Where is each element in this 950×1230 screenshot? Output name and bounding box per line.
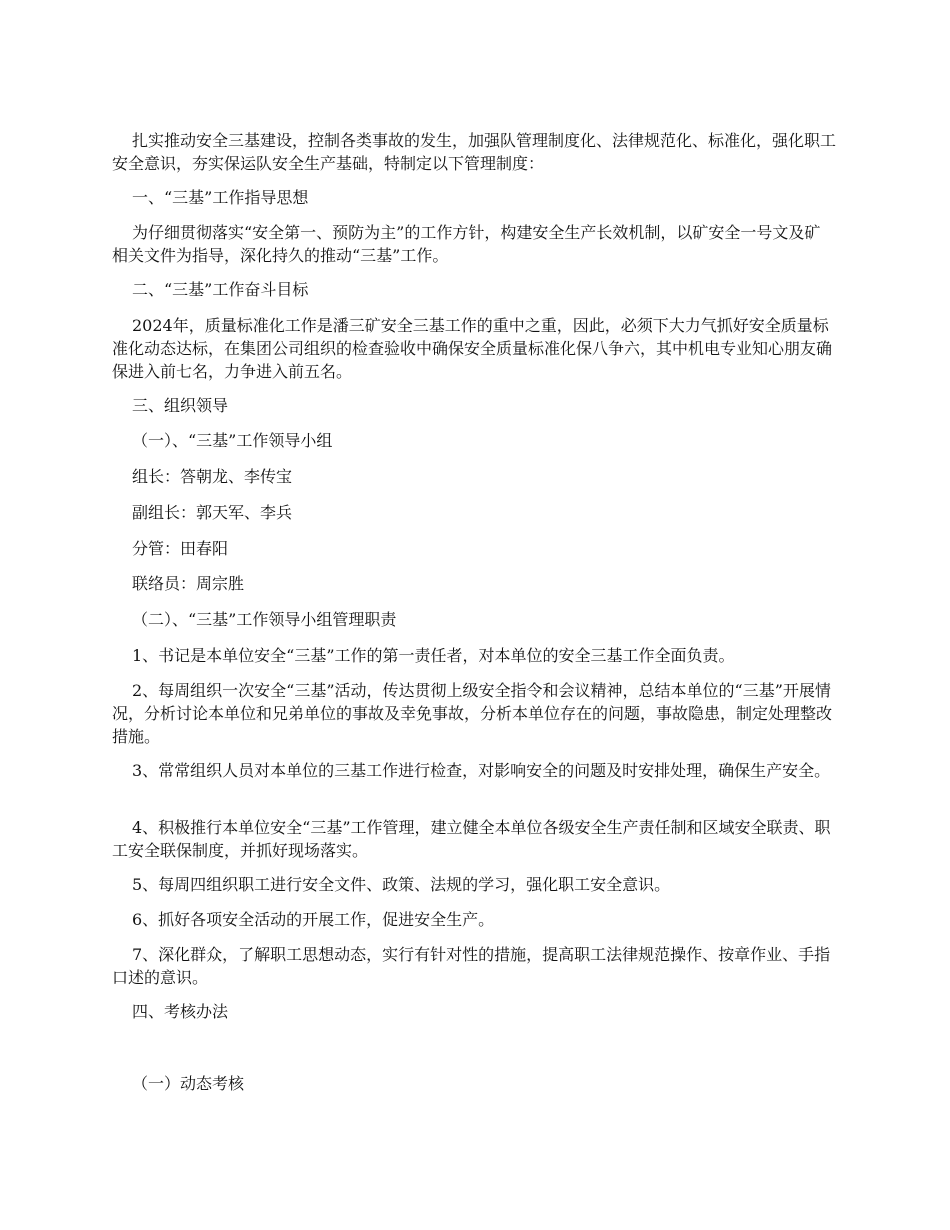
liaison-line: 联络员：周宗胜 [132, 574, 245, 593]
duty-item-6: 6、抓好各项安全活动的开展工作，促进安全生产。 [132, 910, 495, 929]
duty-item-5: 5、每周四组织职工进行安全文件、政策、法规的学习，强化职工安全意识。 [132, 875, 671, 894]
deputy-leader-line: 副组长：郭天军、李兵 [132, 503, 293, 522]
duty-item-3: 3、常常组织人员对本单位的三基工作进行检查，对影响安全的问题及时安排处理，确保生产安全。 [132, 761, 831, 780]
intro-paragraph: 扎实推动安全三基建设，控制各类事故的发生，加强队管理制度化、法律规范化、标准化，强化职工安全意识，夯实保运队安全生产基础，特制定以下管理制度： [112, 131, 837, 173]
subsection-heading-2: （二）、“三基”工作领导小组管理职责 [132, 610, 397, 629]
leader-line: 组长：答朝龙、李传宝 [132, 467, 293, 486]
duty-item-4: 4、积极推行本单位安全“三基”工作管理，建立健全本单位各级安全生产责任制和区域安全联责、职工安全联保制度，并抓好现场落实。 [112, 818, 831, 860]
section-heading-3: 三、组织领导 [132, 396, 229, 415]
subsection-heading-1: （一）、“三基”工作领导小组 [132, 431, 333, 450]
duty-item-7: 7、深化群众，了解职工思想动态，实行有针对性的措施，提高职工法律规范操作、按章作业、手指口述的意识。 [112, 945, 831, 987]
section-heading-4: 四、考核办法 [132, 1002, 229, 1021]
paragraph-guiding-idea: 为仔细贯彻落实“安全第一、预防为主”的工作方针，构建安全生产长效机制，以矿安全一号文及矿相关文件为指导，深化持久的推动“三基”工作。 [112, 223, 821, 265]
duty-item-1: 1、书记是本单位安全“三基”工作的第一责任者，对本单位的安全三基工作全面负责。 [132, 646, 735, 665]
section-heading-1: 一、“三基”工作指导思想 [132, 188, 309, 207]
in-charge-line: 分管：田春阳 [132, 539, 229, 558]
duty-item-2: 2、每周组织一次安全“三基”活动，传达贯彻上级安全指令和会议精神，总结本单位的“三基”开展情况，分析讨论本单位和兄弟单位的事故及幸免事故，分析本单位存在的问题，事故隐患，制定处理整改措施。 [112, 681, 833, 746]
section-heading-2: 二、“三基”工作奋斗目标 [132, 280, 309, 299]
paragraph-goal: 2024年，质量标准化工作是潘三矿安全三基工作的重中之重，因此，必须下大力气抓好安全质量标准化动态达标，在集团公司组织的检查验收中确保安全质量标准化保八争六，其中机电专业知心朋友确保进入前七名，力争进入前五名。 [112, 316, 833, 381]
subsection-heading-dynamic-check: （一）动态考核 [132, 1074, 245, 1093]
